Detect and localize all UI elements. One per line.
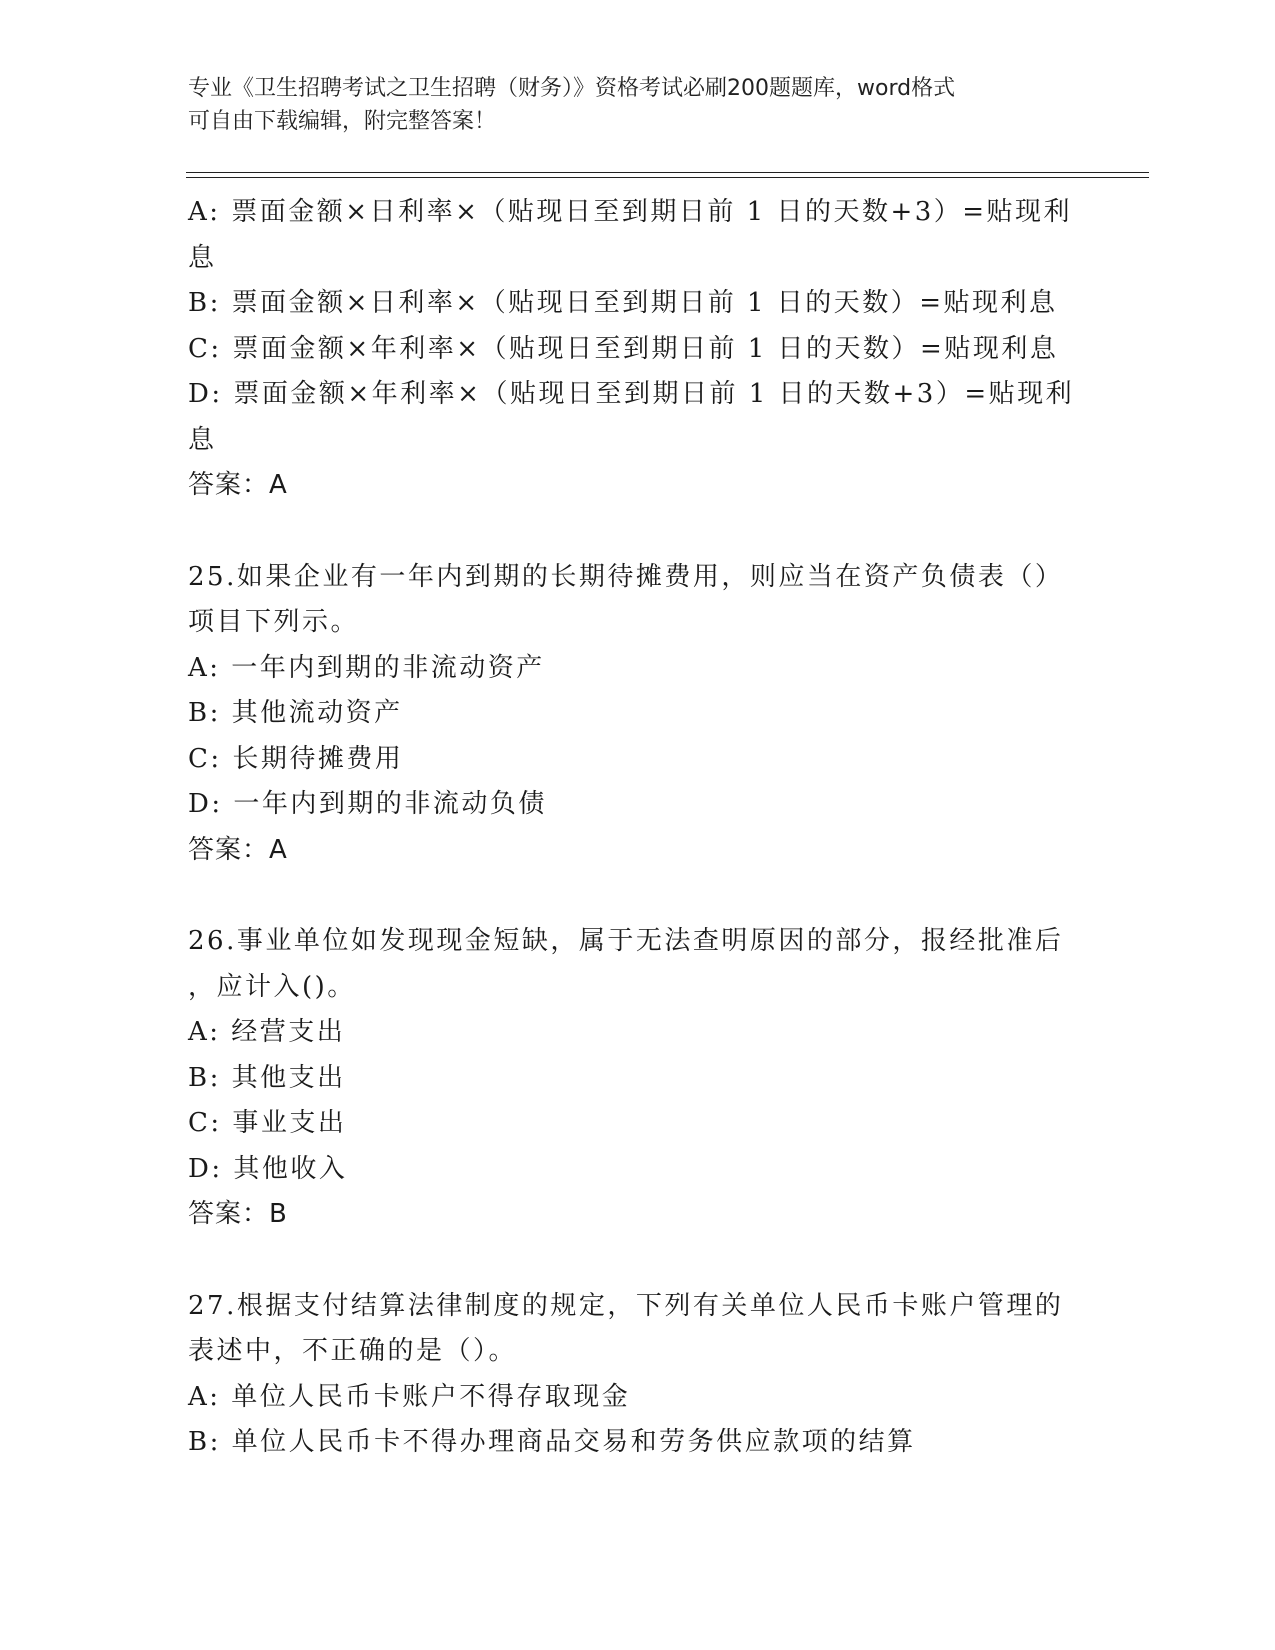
option-c: C: 长期待摊费用 xyxy=(188,743,404,774)
question-content xyxy=(188,190,1083,1466)
question-stem-continued: 表述中，不正确的是（）。 xyxy=(188,1336,518,1366)
answer: 答案：A xyxy=(188,470,288,500)
option-d: D: 一年内到期的非流动负债 xyxy=(188,789,547,819)
option-a-continued: 息 xyxy=(188,242,217,273)
spacer xyxy=(188,1238,1083,1284)
option-b: B: 其他流动资产 xyxy=(188,698,403,728)
question-26 xyxy=(188,919,1083,1238)
option-a: A: 经营支出 xyxy=(188,1017,346,1047)
option-b: B: 单位人民币卡不得办理商品交易和劳务供应款项的结算 xyxy=(188,1427,916,1457)
header-rule-bottom xyxy=(186,177,1149,178)
question-stem-continued: 项目下列示。 xyxy=(188,607,360,637)
answer: 答案：A xyxy=(188,834,288,865)
option-a: A: 一年内到期的非流动资产 xyxy=(188,652,545,683)
question-stem: 25.如果企业有一年内到期的长期待摊费用，则应当在资产负债表（） xyxy=(188,561,1064,592)
header-line-2: 可自由下载编辑，附完整答案！ xyxy=(188,109,497,134)
prev-question xyxy=(188,190,1083,509)
question-stem: 26.事业单位如发现现金短缺，属于无法查明原因的部分，报经批准后 xyxy=(188,926,1064,956)
question-25 xyxy=(188,555,1083,874)
option-b: B: 其他支出 xyxy=(188,1062,346,1093)
option-a: A: 票面金额×日利率×（贴现日至到期日前 1 日的天数+3）=贴现利 xyxy=(188,197,1073,227)
option-d: D: 其他收入 xyxy=(188,1153,348,1184)
option-a: A: 单位人民币卡账户不得存取现金 xyxy=(188,1381,631,1412)
header-rule-top xyxy=(186,172,1149,173)
page-header xyxy=(188,72,1068,138)
question-stem-continued: ，应计入()。 xyxy=(188,971,356,1002)
option-c: C: 票面金额×年利率×（贴现日至到期日前 1 日的天数）=贴现利息 xyxy=(188,333,1059,364)
option-d: D: 票面金额×年利率×（贴现日至到期日前 1 日的天数+3）=贴现利 xyxy=(188,379,1075,409)
spacer xyxy=(188,873,1083,919)
header-line-1: 专业《卫生招聘考试之卫生招聘（财务）》资格考试必刷200题题库，word格式 xyxy=(188,76,956,101)
spacer xyxy=(188,509,1083,555)
option-c: C: 事业支出 xyxy=(188,1108,347,1138)
question-27 xyxy=(188,1284,1083,1466)
answer: 答案：B xyxy=(188,1199,288,1229)
question-stem: 27.根据支付结算法律制度的规定，下列有关单位人民币卡账户管理的 xyxy=(188,1290,1064,1321)
option-d-continued: 息 xyxy=(188,424,217,455)
option-b: B: 票面金额×日利率×（贴现日至到期日前 1 日的天数）=贴现利息 xyxy=(188,288,1058,318)
